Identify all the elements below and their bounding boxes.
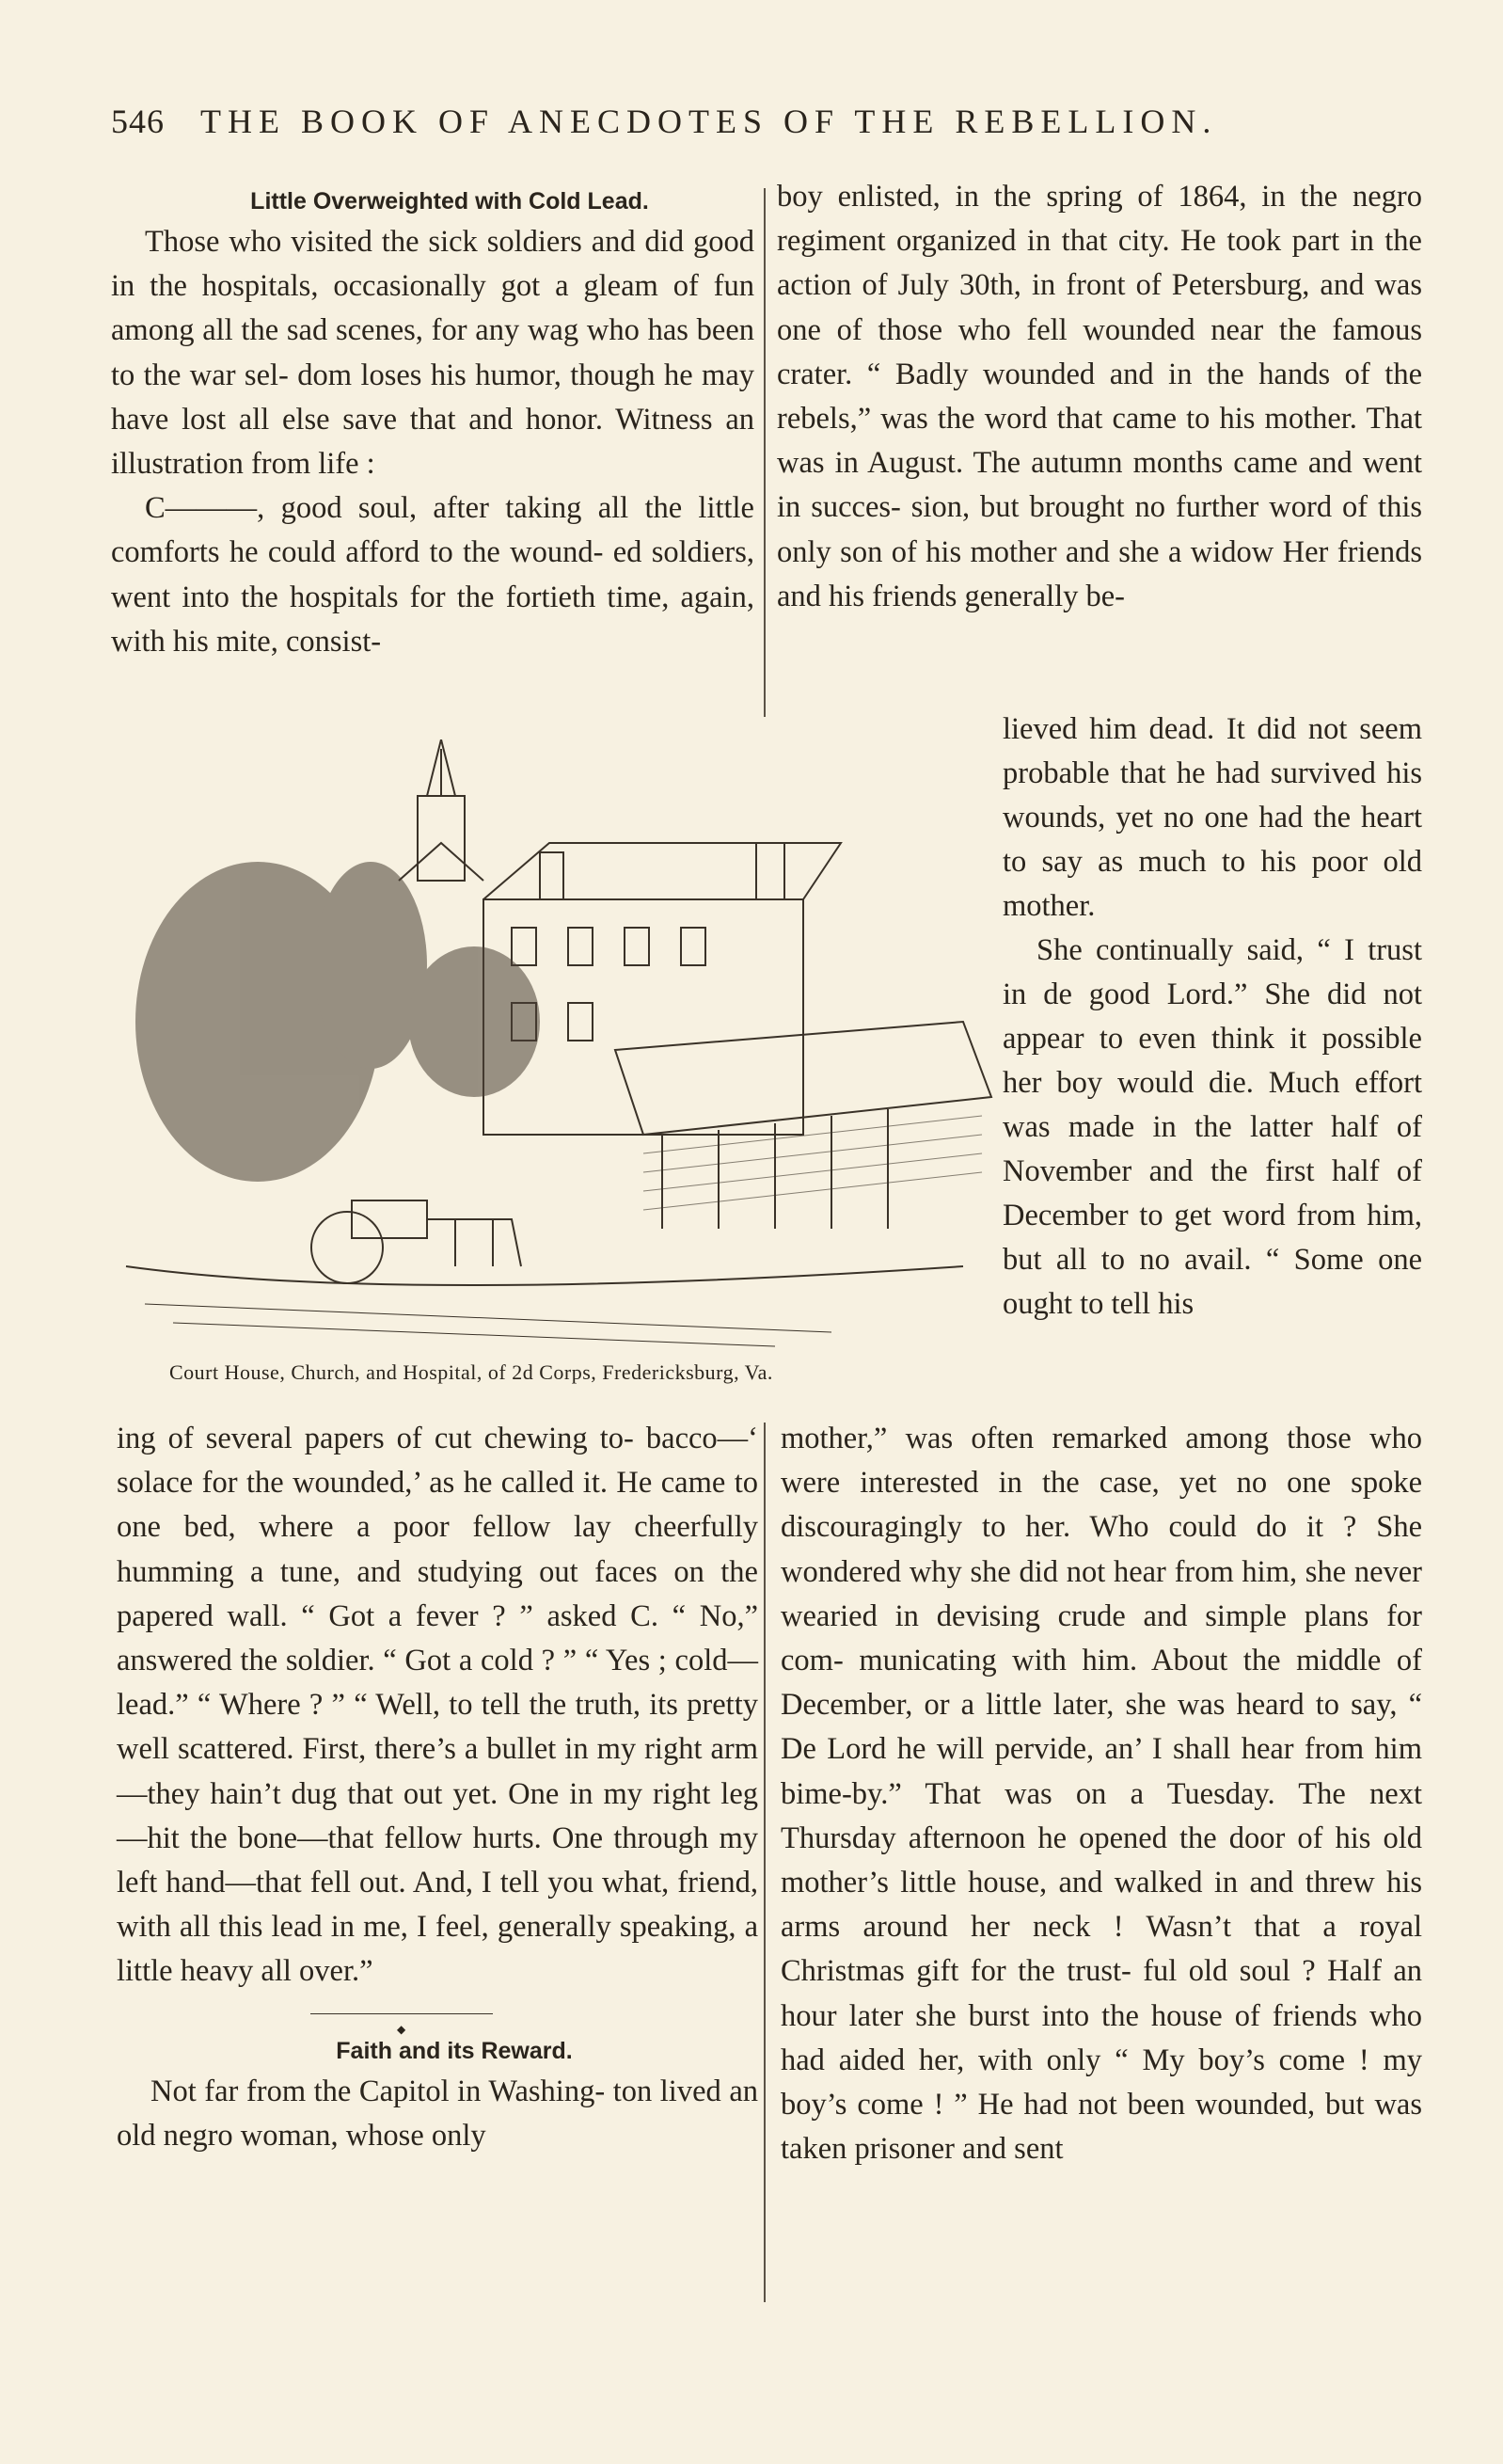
- paragraph: Not far from the Capitol in Washing- ton lived an old negro woman, whose only: [117, 2074, 758, 2153]
- paragraph: mother,” was often remarked among those who were interested in the case, yet no one spoke discouragingly to her. Who could do it ? She wondered why she did not hear from him, she never wearied in devising crude and simple plans for com- municating with him. About the middle of December, or a little later, she was heard to say, “ De Lord he will pervide, an’ I shall hear from him bime-by.” That was on a Tuesday. The next Thursday afternoon he opened the door of his old mother’s little house, and walked in and threw his arms around her neck ! Wasn’t that a royal Christmas gift for the trust- ful old soul ? Half an hour later she burst into the house of friends who had aided her, with only “ My boy’s come ! my boy’s come ! ” He had not been wounded, but was taken prisoner and sent: [781, 1422, 1422, 2167]
- paragraph: ing of several papers of cut chewing to- bacco—‘ solace for the wounded,’ as he called it. He came to one bed, where a poor fellow lay cheerfully humming a tune, and studying out faces on the papered wall. “ Got a fever ? ” asked C. “ No,” answered the soldier. “ Got a cold ? ” “ Yes ; cold—lead.” “ Where ? ” “ Well, to tell the truth, its pretty well scattered. First, there’s a bullet in my right arm —they hain’t dug that out yet. One in my right leg—hit the bone—that fellow hurts. One through my left hand—that fell out. And, I tell you what, friend, with all this lead in me, I feel, generally speaking, a little heavy all over.”: [117, 1422, 758, 1989]
- story-title-little-overweighted: Little Overweighted with Cold Lead.: [250, 188, 649, 215]
- paragraph: Those who visited the sick soldiers and did good in the hospitals, occasionally got a gleam of fun among all the sad scenes, for any wag who has been to the war sel- dom loses his humor, though he may have lost all else save that and honor. Witness an illustration from life :: [111, 225, 754, 482]
- section-divider: ◆: [117, 1995, 758, 2032]
- paragraph: C———, good soul, after taking all the little comforts he could afford to the wound- ed soldiers, went into the hospitals for the fortieth time, again, with his mite, consist-: [111, 491, 754, 659]
- column-rule-bottom: [764, 1423, 766, 2302]
- paragraph: boy enlisted, in the spring of 1864, in the negro regiment organized in that city. He took part in the action of July 30th, in front of Petersburg, and was one of those who fell wounded near the famous crater. “ Badly wounded and in the hands of the rebels,” was the word that came to his mother. That was in August. The autumn months came and went in succes- sion, but brought no further word of this only son of his mother and she a widow Her friends and his friends generally be-: [777, 180, 1422, 613]
- right-column-bottom: [781, 1417, 1422, 2171]
- paragraph: She continually said, “ I trust in de good Lord.” She did not appear to even think it possible her boy would die. Much effort was made in the latter half of November and the first half of December to get word from him, but all to no avail. “ Some one ought to tell his: [1003, 933, 1422, 1321]
- running-header: [111, 102, 1268, 141]
- running-title: THE BOOK OF ANECDOTES OF THE REBELLION.: [200, 103, 1218, 140]
- paragraph: lieved him dead. It did not seem probable that he had survived his wounds, yet no one had the heart to say as much to his poor old mother.: [1003, 712, 1422, 923]
- right-column-narrow: [1003, 707, 1422, 1327]
- engraving-courthouse-church-hospital-icon: [117, 739, 1001, 1351]
- column-rule-top: [764, 188, 766, 717]
- illustration-caption: Court House, Church, and Hospital, of 2d Corps, Fredericksburg, Va.: [169, 1360, 773, 1384]
- right-column-top: [777, 175, 1422, 619]
- left-column-top: [111, 183, 754, 664]
- left-column-bottom: [117, 1417, 758, 2158]
- page-number: 546: [111, 103, 165, 140]
- story-title-faith-and-its-reward: Faith and its Reward.: [336, 2037, 573, 2064]
